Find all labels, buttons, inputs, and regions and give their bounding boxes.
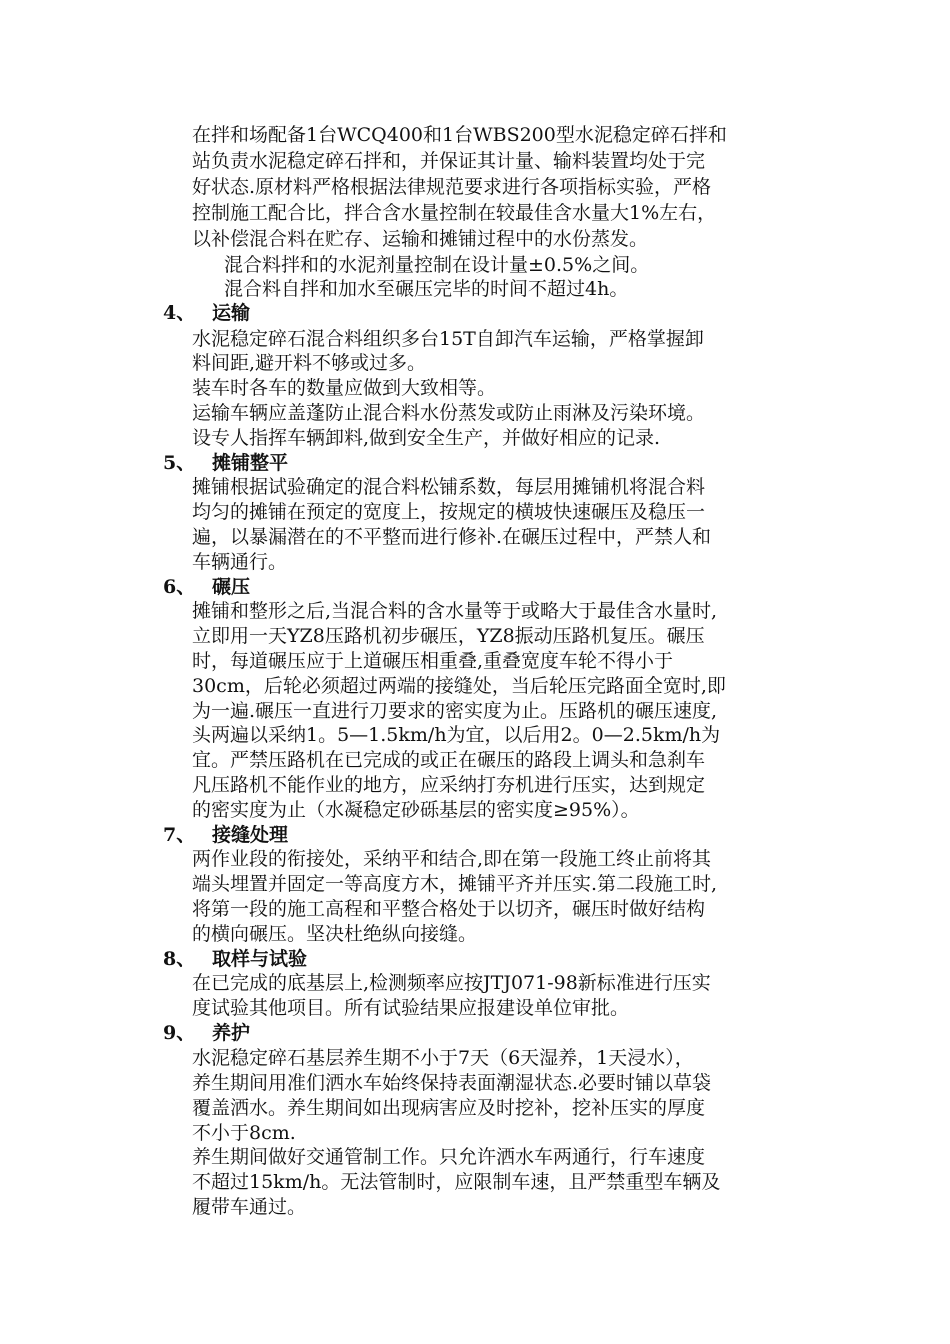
paragraph-line: 30cm，后轮必须超过两端的接缝处，当后轮压完路面全宽时,即 [192, 675, 726, 697]
paragraph-line: 养生期间用准们洒水车始终保持表面潮湿状态.必要时铺以草袋 [192, 1072, 712, 1094]
paragraph-line: 时，每道碾压应于上道碾压相重叠,重叠宽度车轮不得小于 [192, 650, 674, 672]
paragraph-line: 不小于8cm. [192, 1122, 296, 1144]
paragraph-line: 头两遍以采纳1。5—1.5km/h为宜，以后用2。0—2.5km/h为 [192, 724, 721, 746]
section-number: 8、 [163, 948, 196, 970]
paragraph-line: 两作业段的衔接处，采纳平和结合,即在第一段施工终止前将其 [192, 848, 712, 870]
paragraph-line: 将第一段的施工高程和平整合格处于以切齐，碾压时做好结构 [192, 898, 706, 920]
paragraph-line: 运输车辆应盖蓬防止混合料水份蒸发或防止雨淋及污染环境。 [192, 402, 706, 424]
paragraph-line: 摊铺和整形之后,当混合料的含水量等于或略大于最佳含水量时, [192, 600, 718, 622]
paragraph-line: 车辆通行。 [192, 551, 288, 573]
paragraph-line: 覆盖洒水。养生期间如出现病害应及时挖补，挖补压实的厚度 [192, 1097, 706, 1119]
paragraph-line: 设专人指挥车辆卸料,做到安全生产，并做好相应的记录. [192, 427, 661, 449]
section-heading: 运输 [212, 302, 251, 324]
section-number: 5、 [163, 452, 196, 474]
paragraph-line: 养生期间做好交通管制工作。只允许洒水车两通行，行车速度 [192, 1146, 706, 1168]
section-heading: 取样与试验 [212, 948, 308, 970]
section-heading: 摊铺整平 [212, 452, 289, 474]
paragraph-line: 立即用一天YZ8压路机初步碾压，YZ8振动压路机复压。碾压 [192, 625, 705, 647]
paragraph-line: 度试验其他项目。所有试验结果应报建设单位审批。 [192, 997, 630, 1019]
paragraph-line: 料间距,避开料不够或过多。 [192, 352, 427, 374]
paragraph-line: 水泥稳定碎石基层养生期不小于7天（6天湿养，1天浸水）， [192, 1047, 694, 1069]
paragraph-line: 在已完成的底基层上,检测频率应按JTJ071-98新标准进行压实 [192, 972, 711, 994]
paragraph-line: 控制施工配合比，拌合含水量控制在较最佳含水量大1%左右， [192, 202, 717, 224]
paragraph-line: 混合料拌和的水泥剂量控制在设计量±0.5%之间。 [224, 254, 650, 276]
paragraph-line: 宜。严禁压路机在已完成的或正在碾压的路段上调头和急刹车 [192, 749, 706, 771]
section-heading: 碾压 [212, 576, 251, 598]
section-heading: 接缝处理 [212, 824, 289, 846]
section-heading: 养护 [212, 1022, 251, 1044]
paragraph-line: 遍，以暴漏潜在的不平整而进行修补.在碾压过程中，严禁人和 [192, 526, 712, 548]
section-number: 9、 [163, 1022, 196, 1044]
paragraph-line: 摊铺根据试验确定的混合料松铺系数，每层用摊铺机将混合料 [192, 476, 706, 498]
paragraph-line: 在拌和场配备1台WCQ400和1台WBS200型水泥稳定碎石拌和 [192, 124, 727, 146]
paragraph-line: 凡压路机不能作业的地方，应采纳打夯机进行压实，达到规定 [192, 774, 706, 796]
paragraph-line: 履带车通过。 [192, 1196, 307, 1218]
paragraph-line: 为一遍.碾压一直进行刀要求的密实度为止。压路机的碾压速度, [192, 700, 718, 722]
section-number: 6、 [163, 576, 196, 598]
section-number: 4、 [163, 302, 196, 324]
paragraph-line: 均匀的摊铺在预定的宽度上，按规定的横坡快速碾压及稳压一 [192, 501, 706, 523]
paragraph-line: 端头埋置并固定一等高度方木，摊铺平齐并压实.第二段施工时, [192, 873, 718, 895]
paragraph-line: 好状态.原材料严格根据法律规范要求进行各项指标实验，严格 [192, 176, 712, 198]
paragraph-line: 的横向碾压。坚决杜绝纵向接缝。 [192, 923, 478, 945]
paragraph-line: 不超过15km/h。无法管制时，应限制车速，且严禁重型车辆及 [192, 1171, 721, 1193]
paragraph-line: 以补偿混合料在贮存、运输和摊铺过程中的水份蒸发。 [192, 228, 649, 250]
paragraph-line: 装车时各车的数量应做到大致相等。 [192, 377, 497, 399]
paragraph-line: 混合料自拌和加水至碾压完毕的时间不超过4h。 [224, 278, 629, 300]
paragraph-line: 水泥稳定碎石混合料组织多台15T自卸汽车运输，严格掌握卸 [192, 328, 704, 350]
paragraph-line: 站负责水泥稳定碎石拌和，并保证其计量、输料装置均处于完 [192, 150, 706, 172]
paragraph-line: 的密实度为止（水凝稳定砂砾基层的密实度≥95%）。 [192, 799, 640, 821]
section-number: 7、 [163, 824, 196, 846]
